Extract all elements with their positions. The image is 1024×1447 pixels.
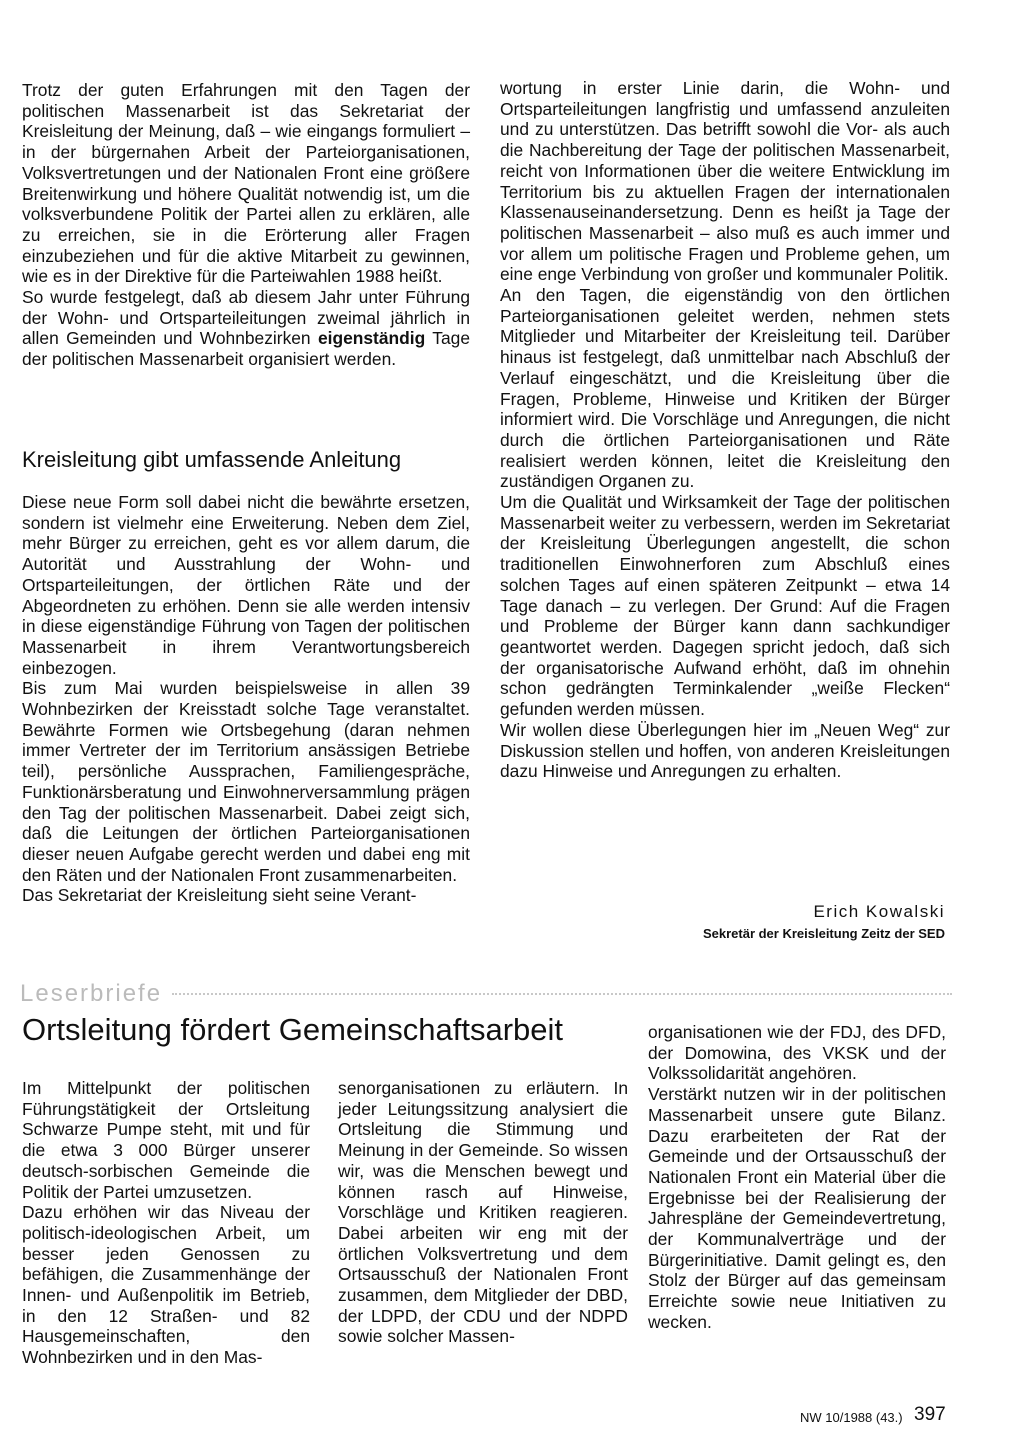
article1-paragraph: Das Sekretariat der Kreisleitung sieht seine Verant- [22, 885, 417, 906]
article2-headline: Ortsleitung fördert Gemeinschaftsarbeit [22, 1012, 564, 1047]
article2-column-2 [338, 1078, 628, 1347]
article1-column-left [22, 80, 470, 370]
article2-paragraph: organisationen wie der FDJ, des DFD, der Domowina, des VKSK und der Volkssolidarität angehören. [648, 1022, 946, 1084]
article1-subheading: Kreisleitung gibt umfassende Anleitung [22, 447, 402, 472]
article1-paragraph: wortung in erster Linie darin, die Wohn- und Ortsparteileitungen langfristig und umfassend anzuleiten und zu unterstützen. Das betrifft sowohl die Vor- als auch die Nachbereitung der Tage der politischen Massenarbeit, reicht von Informationen über die weitere Entwicklung im Territorium bis zu aktuellen Fragen der internationalen Klassenauseinandersetzung. Denn es heißt ja Tage der politischen Massenarbeit – also muß es auch immer und vor allem um politische Fragen und Probleme gehen, um eine enge Verbindung von großer und kommunaler Politik. [500, 78, 950, 285]
article2-column-3 [648, 1022, 946, 1333]
article2-column-1 [22, 1078, 310, 1368]
paragraph-text: So wurde festgelegt, daß ab diesem Jahr unter Führung der Wohn- und Ortsparteileitungen zweimal jährlich in allen Gemeinden und Wohnbezirken [22, 287, 470, 349]
article1-paragraph: Bis zum Mai wurden beispielsweise in allen 39 Wohnbezirken der Kreisstadt solche Tage veranstaltet. Bewährte Formen wie Ortsbegehung (daran nehmen immer Vertreter der im Territorium ansässigen Betriebe teil), persönliche Aussprachen, Familiengespräche, Funktionärsberatung und Einwohnerversammlung prägen den Tag der politischen Massenarbeit. Dabei zeigt sich, daß die Leitungen der örtlichen Parteiorganisationen dieser neuen Aufgabe gerecht werden und dabei eng mit den Räten und der Nationalen Front zusammenarbeiten. [22, 678, 470, 885]
article1-paragraph: Um die Qualität und Wirksamkeit der Tage der politischen Massenarbeit weiter zu verbessern, werden im Sekretariat der Kreisleitung Überlegungen angestellt, die schon traditionellen Einwohnerforen zum Abschluß eines solchen Tages auf einen späteren Zeitpunkt – etwa 14 Tage danach – zu verlegen. Der Grund: Auf die Fragen und Probleme der Bürger kann dann sachkundiger geantwortet werden. Dagegen spricht jedoch, daß sich der organisatorische Aufwand erhöht, daß im ohnehin schon gedrängten Terminkalender „weiße Flecken“ gefunden werden müssen. [500, 492, 950, 720]
section-divider [172, 993, 952, 995]
section-label: Leserbriefe [20, 980, 163, 1007]
author-role: Sekretär der Kreisleitung Zeitz der SED [702, 926, 945, 941]
article1-column-left-continued [22, 492, 470, 906]
emphasis-text: eigenständig [317, 328, 426, 349]
article2-paragraph: senorganisationen zu erläutern. In jeder Leitungssitzung analysiert die Ortsleitung die Stimmung und Meinung in der Gemeinde. So wissen wir, was die Menschen bewegt und können rasch auf Hinweise, Vorschläge und Kritiken reagieren. Dabei arbeiten wir eng mit der örtlichen Volksvertretung und dem Ortsausschuß der Nationalen Front zusammen, dem Mitglieder der DBD, der LDPD, der CDU und der NDPD sowie solcher Massen- [338, 1078, 628, 1347]
article1-paragraph: Diese neue Form soll dabei nicht die bewährte ersetzen, sondern ist vielmehr eine Erweiterung. Neben dem Ziel, mehr Bürger zu erreichen, geht es vor allem darum, die Autorität und Ausstrahlung der Wohn- und Ortsparteileitungen, der örtlichen Räte und der Abgeordneten zu erhöhen. Denn sie alle werden intensiv in diese eigenständige Führung von Tagen der politischen Massenarbeit in ihrem Verantwortungsbereich einbezogen. [22, 492, 470, 678]
article2-paragraph: Verstärkt nutzen wir in der politischen Massenarbeit unsere gute Bilanz. Dazu erarbeiteten der Rat der Gemeinde und der Ortsausschuß der Nationalen Front ein Material über die Ergebnisse bei der Realisierung der Jahrespläne der Gemeindevertretung, der Kommunalverträge und der Bürgerinitiative. Damit gelingt es, den Stolz der Bürger auf das gemeinsam Erreichte sowie neue Initiativen zu wecken. [648, 1084, 946, 1332]
author-name: Erich Kowalski [813, 902, 945, 921]
article1-paragraph: Trotz der guten Erfahrungen mit den Tagen der politischen Massenarbeit ist das Sekretariat der Kreisleitung der Meinung, daß – wie eingangs formuliert – in der bürgernahen Arbeit der Parteiorganisationen, Volksvertretungen und der Nationalen Front eine größere Breitenwirkung und höhere Qualität notwendig ist, um die volksverbundene Politik der Partei allen zu erklären, alle zu erreichen, sie in die Erörterung aller Fragen einzubeziehen und für die aktive Mitarbeit zu gewinnen, wie es in der Direktive für die Parteiwahlen 1988 heißt. [22, 80, 470, 287]
article1-paragraph: Wir wollen diese Überlegungen hier im „Neuen Weg“ zur Diskussion stellen und hoffen, von anderen Kreisleitungen dazu Hinweise und Anregungen zu erhalten. [500, 719, 950, 782]
issue-folio: NW 10/1988 (43.) [800, 1410, 903, 1425]
article1-paragraph-eigenstaendig [22, 287, 470, 370]
article1-paragraph: An den Tagen, die eigenständig von den örtlichen Parteiorganisationen geleitet werden, nehmen stets Mitglieder und Mitarbeiter der Kreisleitung teil. Darüber hinaus ist festgelegt, daß unmittelbar nach Abschluß der Verlauf eingeschätzt, und die Kreisleitung über die Fragen, Probleme, Hinweise und Kritiken der Bürger informiert wird. Die Vorschläge und Anregungen, die nicht durch die örtlichen Parteiorganisationen und Räte realisiert werden können, leitet die Kreisleitung den zuständigen Organen zu. [500, 285, 950, 492]
paragraph-text: Tage der politischen Massenarbeit organisiert werden. [22, 328, 470, 370]
page-number: 397 [914, 1404, 946, 1425]
article2-paragraph: Im Mittelpunkt der politischen Führungstätigkeit der Ortsleitung Schwarze Pumpe steht, mit und für die etwa 3 000 Bürger unserer deutsch-sorbischen Gemeinde die Politik der Partei umzusetzen. [22, 1078, 310, 1202]
article1-column-right [500, 78, 950, 782]
article2-paragraph: Dazu erhöhen wir das Niveau der politisch-ideologischen Arbeit, um besser jeden Genossen zu befähigen, die Zusammenhänge der Innen- und Außenpolitik im Betrieb, in den 12 Straßen- und 82 Hausgemeinschaften, den Wohnbezirken und in den Mas- [22, 1202, 310, 1368]
